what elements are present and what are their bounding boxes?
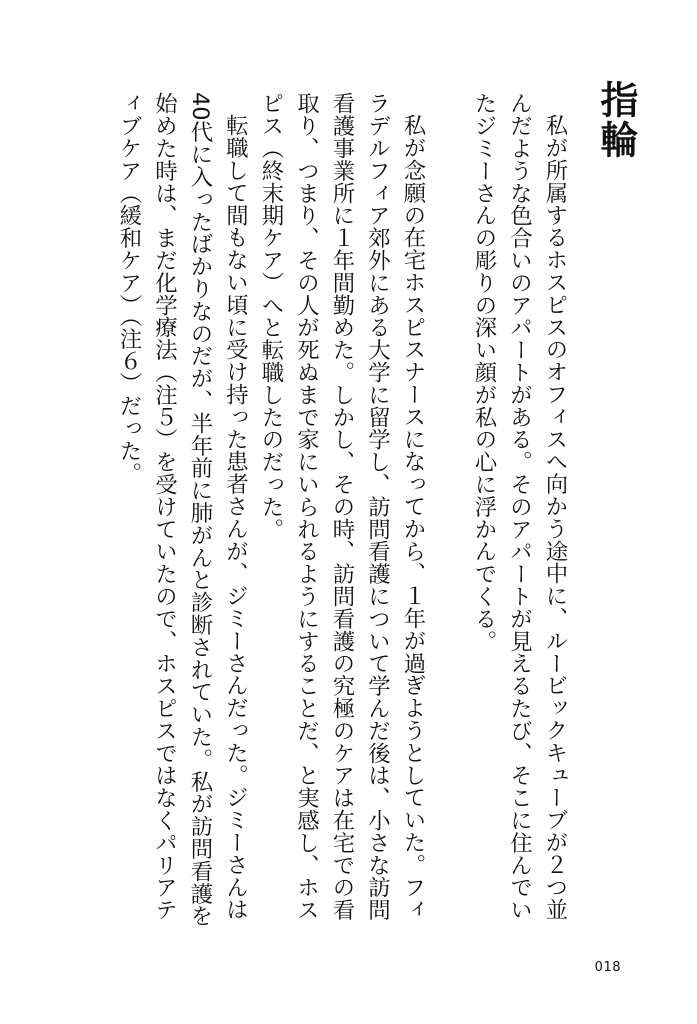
page-number: 018 bbox=[594, 960, 621, 975]
paragraph-1: 私が所属するホスピスのオフィスへ向かう途中に、ルービックキューブが２つ並んだような色合いのアパートがある。そのアパートが見えるたび、そこに住んでいたジミーさんの彫りの深い顔が私の心に浮かんでくる。 bbox=[471, 92, 568, 921]
chapter-title: 指輪 bbox=[594, 80, 638, 160]
paragraph-2: 私が念願の在宅ホスピスナースになってから、１年が過ぎようとしていた。フィラデルフィア郊外にある大学に留学し、訪問看護について学んだ後は、小さな訪問看護事業所に１年間勤めた。しかし、その時、訪問看護の究極のケアは在宅での看取り、つまり、その人が死ぬまで家にいられるようにすることだ、と実感し、ホスピス（終末期ケア）へと転職したのだった。 bbox=[258, 92, 426, 921]
paragraph-3: 転職して間もない頃に受け持った患者さんが、ジミーさんだった。ジミーさんは40代に入ったばかりなのだが、半年前に肺がんと診断されていた。私が訪問看護を始めた時は、まだ化学療法（注５）を受けていたので、ホスピスではなくパリアティブケア（緩和ケア）（注６）だった。 bbox=[116, 92, 249, 927]
paragraph-break bbox=[430, 92, 466, 93]
body-text bbox=[102, 92, 572, 934]
